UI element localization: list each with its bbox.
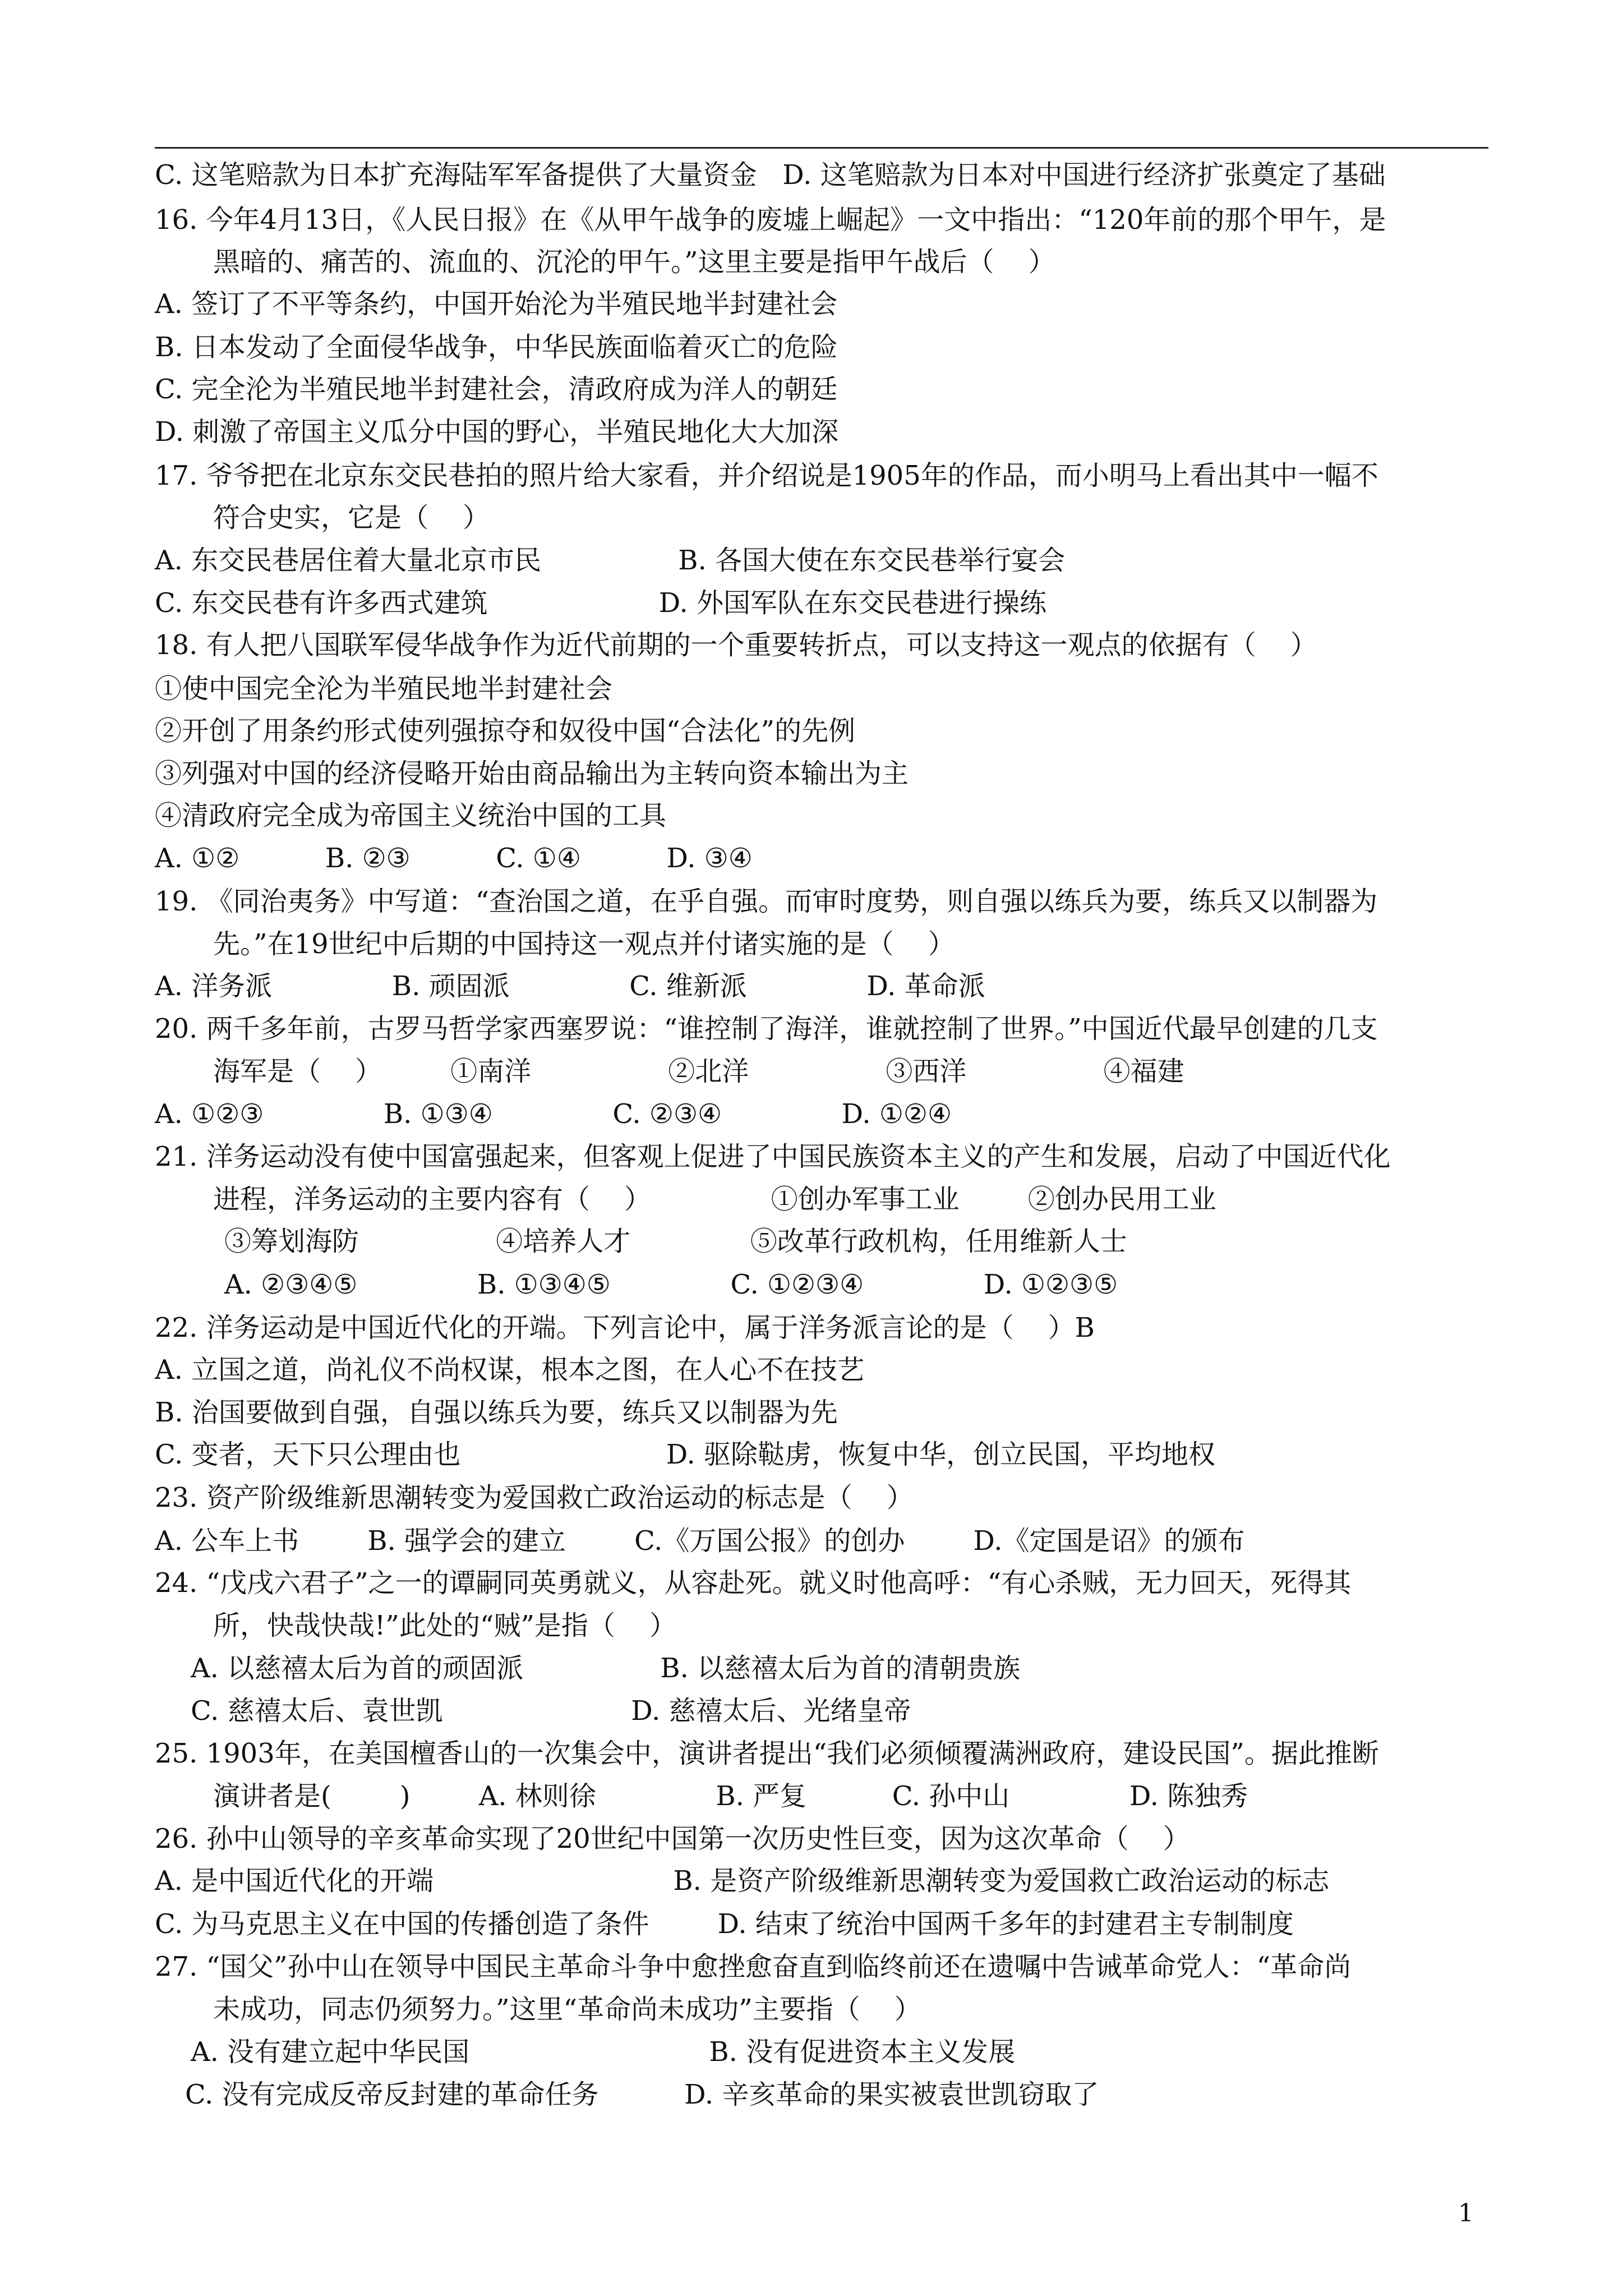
text-line: C. 变者，天下只公理由也 D. 驱除鞑虏，恢复中华，创立民国，平均地权 xyxy=(155,1439,1216,1470)
text-line: A. 是中国近代化的开端 B. 是资产阶级维新思潮转变为爱国救亡政治运动的标志 xyxy=(155,1865,1330,1897)
text-line: 先。”在19世纪中后期的中国持这一观点并付诸实施的是（ ） xyxy=(213,928,955,960)
text-line: 21. 洋务运动没有使中国富强起来，但客观上促进了中国民族资本主义的产生和发展，启动了中国近代化 xyxy=(155,1141,1391,1172)
text-line: 16. 今年4月13日，《人民日报》在《从甲午战争的废墟上崛起》一文中指出：“120年前的那个甲午，是 xyxy=(155,204,1386,236)
text-line: 23. 资产阶级维新思潮转变为爱国救亡政治运动的标志是（ ） xyxy=(155,1482,914,1513)
text-line: 黑暗的、痛苦的、流血的、沉沦的甲午。”这里主要是指甲午战后（ ） xyxy=(213,246,1055,278)
text-line: 所，快哉快哉!”此处的“贼”是指（ ） xyxy=(213,1610,676,1641)
text-line: C. 慈禧太后、袁世凯 D. 慈禧太后、光绪皇帝 xyxy=(191,1695,911,1727)
text-line: 20. 两千多年前，古罗马哲学家西塞罗说：“谁控制了海洋，谁就控制了世界。”中国近代最早创建的几支 xyxy=(155,1013,1378,1045)
text-line: A. ①②③ B. ①③④ C. ②③④ D. ①②④ xyxy=(155,1098,952,1130)
text-line: A. 以慈禧太后为首的顽固派 B. 以慈禧太后为首的清朝贵族 xyxy=(191,1653,1021,1684)
text-line: ④清政府完全成为帝国主义统治中国的工具 xyxy=(155,800,667,831)
page-number: 1 xyxy=(1458,2199,1474,2228)
text-line: C. 完全沦为半殖民地半封建社会，清政府成为洋人的朝廷 xyxy=(155,374,838,405)
text-line: 24. “戊戌六君子”之一的谭嗣同英勇就义，从容赴死。就义时他高呼：“有心杀贼，无力回天，死得其 xyxy=(155,1567,1352,1599)
text-line: 25. 1903年，在美国檀香山的一次集会中，演讲者提出“我们必须倾覆满洲政府，建设民国”。据此推断 xyxy=(155,1738,1379,1769)
text-line: A. ②③④⑤ B. ①③④⑤ C. ①②③④ D. ①②③⑤ xyxy=(224,1269,1118,1300)
text-line: 符合史实，它是（ ） xyxy=(213,502,490,533)
text-line: C. 东交民巷有许多西式建筑 D. 外国军队在东交民巷进行操练 xyxy=(155,587,1046,619)
text-line: 海军是（ ） ①南洋 ②北洋 ③西洋 ④福建 xyxy=(213,1056,1184,1087)
text-line: C. 为马克思主义在中国的传播创造了条件 D. 结束了统治中国两千多年的封建君主专制制度 xyxy=(155,1908,1294,1940)
text-line: B. 日本发动了全面侵华战争，中华民族面临着灭亡的危险 xyxy=(155,332,838,363)
text-line: 演讲者是( ) A. 林则徐 B. 严复 C. 孙中山 D. 陈独秀 xyxy=(213,1780,1248,1812)
text-line: C. 没有完成反帝反封建的革命任务 D. 辛亥革命的果实被袁世凯窃取了 xyxy=(185,2079,1099,2110)
text-line: A. 公车上书 B. 强学会的建立 C.《万国公报》的创办 D.《定国是诏》的颁布 xyxy=(155,1525,1245,1557)
text-line: A. 立国之道，尚礼仪不尚权谋，根本之图，在人心不在技艺 xyxy=(155,1354,865,1386)
text-line: A. 洋务派 B. 顽固派 C. 维新派 D. 革命派 xyxy=(155,970,985,1002)
text-line: A. 签订了不平等条约，中国开始沦为半殖民地半封建社会 xyxy=(155,288,838,320)
header-rule xyxy=(155,147,1488,149)
text-line: ①使中国完全沦为半殖民地半封建社会 xyxy=(155,673,613,705)
text-line: 17. 爷爷把在北京东交民巷拍的照片给大家看，并介绍说是1905年的作品，而小明马上看出其中一幅不 xyxy=(155,460,1378,491)
text-line: 进程，洋务运动的主要内容有（ ） ①创办军事工业 ②创办民用工业 xyxy=(213,1184,1216,1215)
text-line: A. 没有建立起中华民国 B. 没有促进资本主义发展 xyxy=(191,2036,1016,2068)
text-line: 22. 洋务运动是中国近代化的开端。下列言论中，属于洋务派言论的是（ ）B xyxy=(155,1312,1095,1343)
text-line: ③筹划海防 ④培养人才 ⑤改革行政机构，任用维新人士 xyxy=(224,1226,1127,1257)
text-line: D. 刺激了帝国主义瓜分中国的野心，半殖民地化大大加深 xyxy=(155,416,839,448)
text-line: A. 东交民巷居住着大量北京市民 B. 各国大使在东交民巷举行宴会 xyxy=(155,545,1066,576)
text-line: 18. 有人把八国联军侵华战争作为近代前期的一个重要转折点，可以支持这一观点的依据有（ ） xyxy=(155,629,1317,661)
text-line: ②开创了用条约形式使列强掠夺和奴役中国“合法化”的先例 xyxy=(155,715,856,747)
text-line: C. 这笔赔款为日本扩充海陆军军备提供了大量资金 D. 这笔赔款为日本对中国进行经济扩张奠定了基础 xyxy=(155,159,1386,191)
text-line: A. ①② B. ②③ C. ①④ D. ③④ xyxy=(155,843,753,874)
text-line: 19. 《同治夷务》中写道：“查治国之道，在乎自强。而审时度势，则自强以练兵为要，练兵又以制器为 xyxy=(155,886,1378,917)
text-line: 27. “国父”孙中山在领导中国民主革命斗争中愈挫愈奋直到临终前还在遗嘱中告诫革命党人：“革命尚 xyxy=(155,1951,1352,1982)
text-line: 26. 孙中山领导的辛亥革命实现了20世纪中国第一次历史性巨变，因为这次革命（ ） xyxy=(155,1823,1190,1855)
text-line: ③列强对中国的经济侵略开始由商品输出为主转向资本输出为主 xyxy=(155,758,909,789)
text-line: B. 治国要做到自强，自强以练兵为要，练兵又以制器为先 xyxy=(155,1397,838,1428)
text-line: 未成功，同志仍须努力。”这里“革命尚未成功”主要指（ ） xyxy=(213,1994,921,2025)
